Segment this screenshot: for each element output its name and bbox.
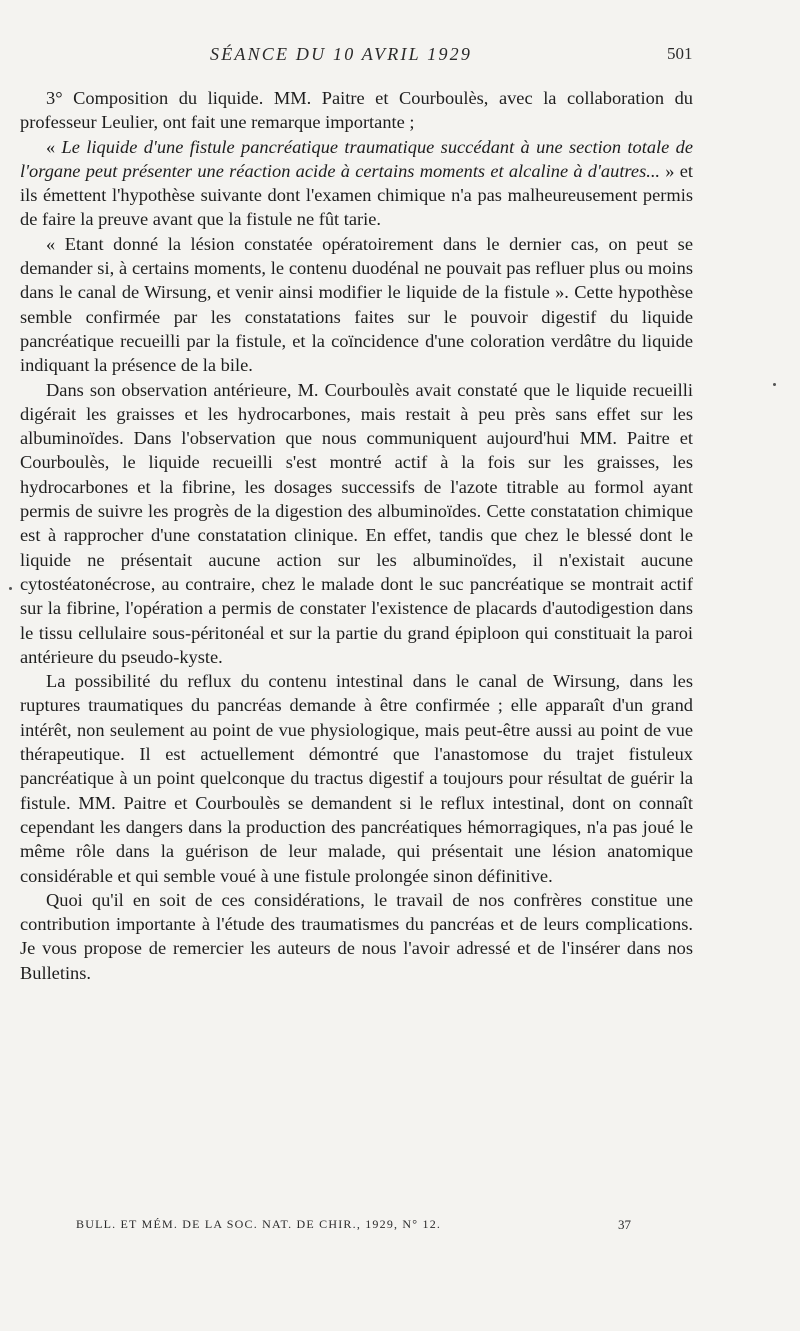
paragraph (20, 669, 693, 888)
footer-citation: BULL. ET MÉM. DE LA SOC. NAT. DE CHIR., 1929, N° 12. (76, 1217, 442, 1231)
text-run: Dans son observation antérieure, M. Courboulès avait constaté que le liquide recueilli digérait les graisses et les hydrocarbones, mais restait à peu près sans effet sur les albuminoïdes. Dans l'observation que nous communiquent aujourd'hui MM. Paitre et Courboulès, le liquide recueilli s'est montré actif à la fois sur les graisses, les hydrocarbones et la fibrine, les dosages successifs de l'azote titrable au formol ayant permis de suivre les progrès de la digestion des albuminoïdes. Cette constatation chimique est à rapprocher d'une constatation clinique. En effet, tandis que chez le blessé dont le liquide ne présentait aucune action sur les albuminoïdes, il n'existait aucune cytostéatonécrose, au contraire, chez le malade dont le suc pancréatique se montrait actif sur la fibrine, l'opération a permis de constater l'existence de placards d'autodigestion dans le tissu cellulaire sous-péritonéal et sur la partie du grand épiploon qui constituait la paroi antérieure du pseudo-kyste. (20, 379, 693, 667)
paragraph (20, 888, 693, 985)
running-head: SÉANCE DU 10 AVRIL 1929 (210, 44, 473, 64)
margin-dot (9, 587, 12, 590)
text-run: 3° Composition du liquide. MM. Paitre et Courboulès, avec la collaboration du professeur Leulier, ont fait une remarque importante ; (20, 88, 693, 133)
text-run: » et ils émettent l'hypothèse suivante dont l'examen chimique n'a pas malheureusement permis de faire la preuve avant que la fistule ne fût tarie. (20, 160, 694, 230)
text-run: La possibilité du reflux du contenu intestinal dans le canal de Wirsung, dans les ruptures traumatiques du pancréas demande à être confirmée ; elle apparaît d'un grand intérêt, non seulement au point de vue physiologique, mais peut-être aussi au point de vue thérapeutique. Il est actuellement démontré que l'anastomose du trajet fistuleux pancréatique à un point quelconque du tractus digestif a toujours pour résultat de guérir la fistule. MM. Paitre et Courboulès se demandent si le reflux intestinal, dont on connaît cependant les dangers dans la production des pancréatiques hémorragiques, n'a pas joué le même rôle dans la guérison de leur malade, qui présentait une lésion anatomique considérable et qui semble voué à une fistule prolongée sinon définitive. (20, 671, 693, 886)
paragraph (20, 378, 693, 670)
paragraph (20, 86, 693, 135)
paragraph (20, 232, 693, 378)
text-run: « Etant donné la lésion constatée opératoirement dans le dernier cas, on peut se demander si, à certains moments, le contenu duodénal ne pouvait pas refluer plus ou moins dans le canal de Wirsung, et venir ainsi modifier le liquide de la fistule ». Cette hypothèse semble confirmée par les constatations faites sur le pouvoir digestif du liquide pancréatique recueilli par la fistule, et la coïncidence d'une coloration verdâtre du liquide indiquant la présence de la bile. (20, 233, 693, 376)
signature-mark: 37 (618, 1217, 631, 1232)
text-run: Quoi qu'il en soit de ces considérations, le travail de nos confrères constitue une contribution importante à l'étude des traumatismes du pancréas et de leurs complications. Je vous propose de remercier les auteurs de nous l'avoir adressé et de l'insérer dans nos Bulletins. (20, 889, 693, 983)
page-number: 501 (667, 44, 693, 63)
italic-quote: Le liquide d'une fistule pancréatique traumatique succédant à une section totale de l'organe peut présenter une réaction acide à certains moments et alcaline à d'autres... (20, 136, 694, 181)
margin-dot (773, 383, 776, 386)
text-run: « (46, 136, 62, 157)
article-body (20, 86, 693, 985)
paragraph (20, 135, 693, 232)
